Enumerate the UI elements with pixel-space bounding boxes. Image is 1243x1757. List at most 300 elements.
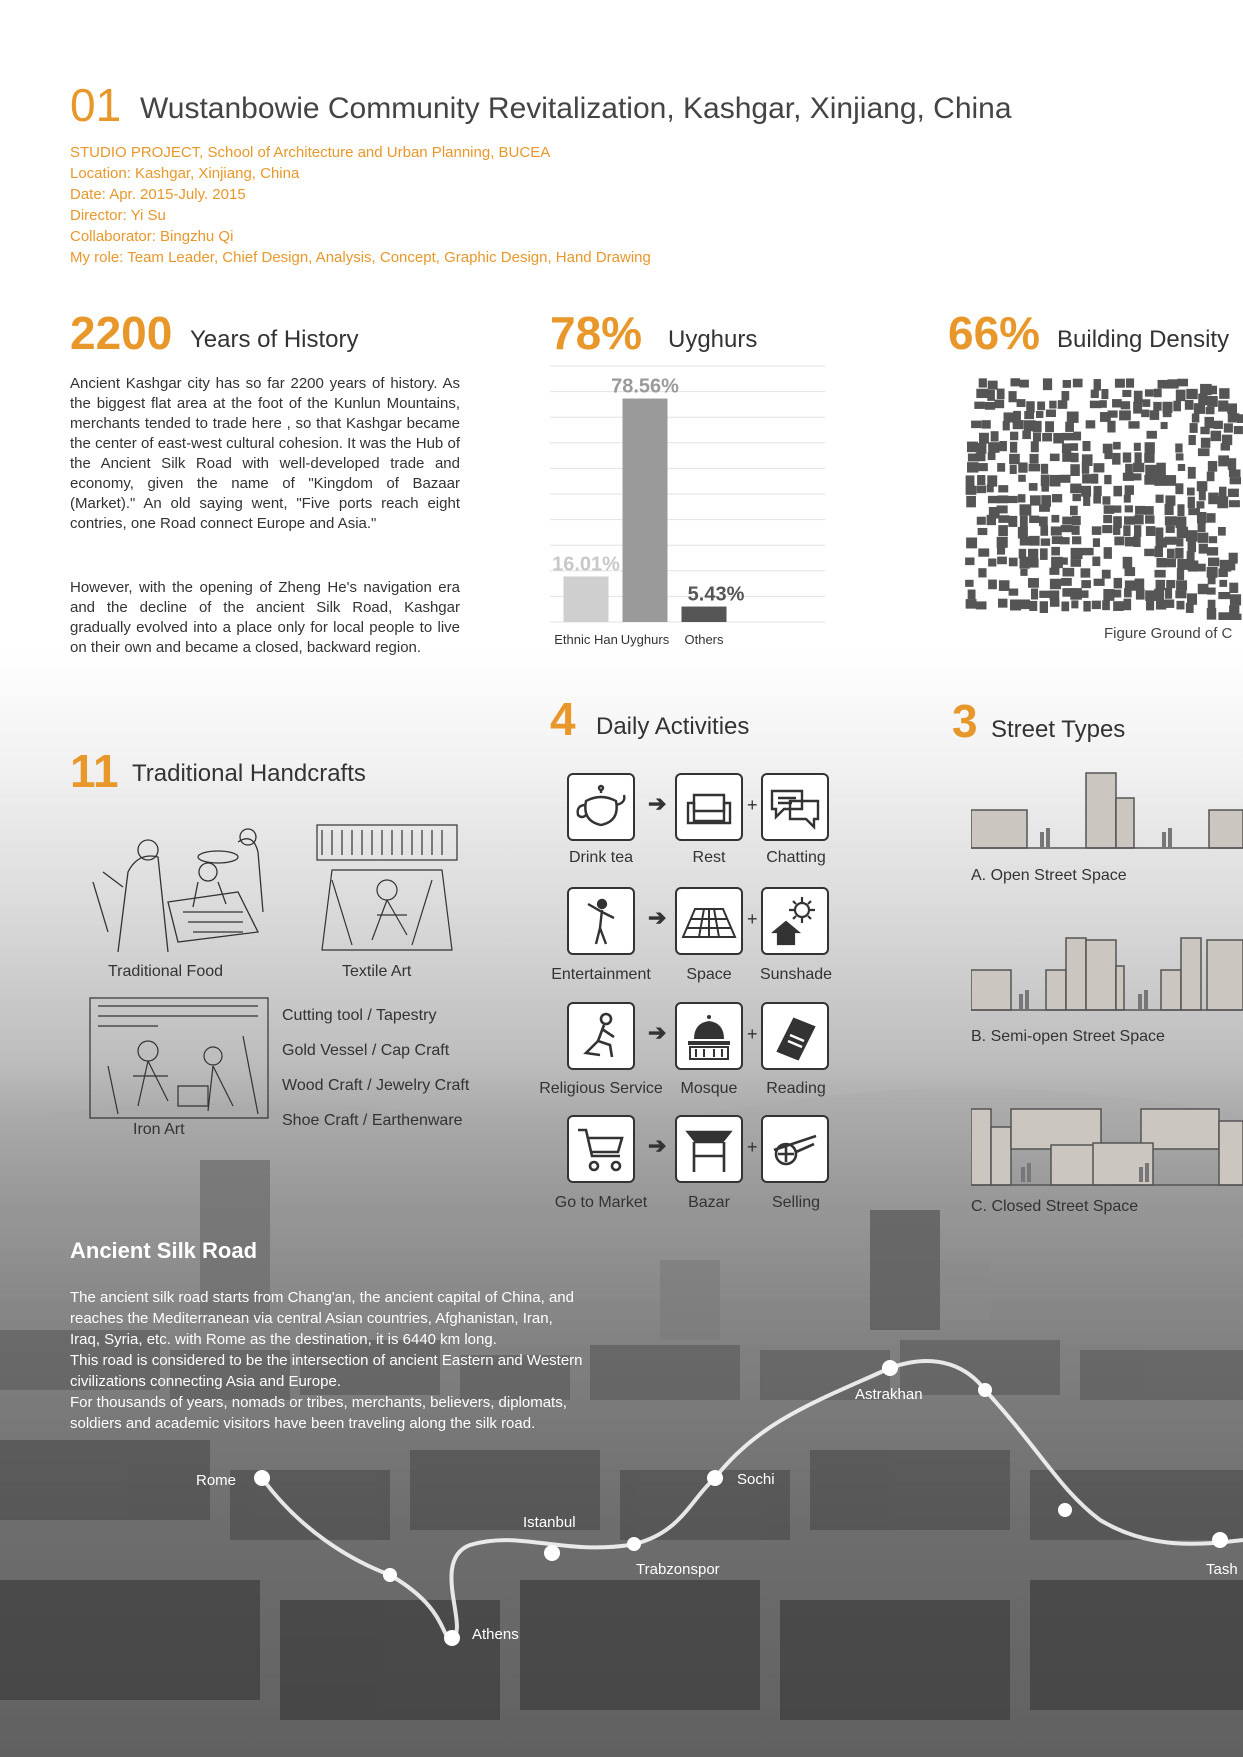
building-block <box>1062 433 1074 441</box>
building-block <box>1166 526 1175 533</box>
building-block <box>988 558 996 566</box>
building-block <box>985 402 995 410</box>
building-block <box>1198 522 1206 532</box>
building-block <box>1166 580 1175 588</box>
building-block <box>1201 438 1211 448</box>
building-block <box>1024 411 1034 419</box>
floor-grid-icon <box>675 887 743 955</box>
building-block <box>1026 401 1035 413</box>
silk-road-text-line: soldiers and academic visitors have been traveling along the silk road. <box>70 1415 536 1432</box>
building-block <box>1145 506 1154 515</box>
silk-road-title: Ancient Silk Road <box>70 1238 258 1263</box>
activity-label: Selling <box>771 1194 821 1211</box>
building-block <box>1019 504 1031 515</box>
building-block <box>1156 495 1164 503</box>
info-studio: STUDIO PROJECT, School of Architecture and Urban Planning, BUCEA <box>70 144 551 161</box>
building-block <box>1197 481 1208 491</box>
building-block <box>1070 588 1082 600</box>
building-block <box>1133 536 1140 547</box>
building-block <box>988 381 998 390</box>
building-block <box>1165 588 1172 599</box>
uyghurs-label: Uyghurs <box>668 326 758 353</box>
building-block <box>1173 401 1181 412</box>
activity-label: Bazar <box>688 1194 730 1211</box>
history-paragraph-1: Ancient Kashgar city has so far 2200 years of history. As the biggest flat area at the foot of the Kunlun Mountains, merchants tended to trade here , so that Kashgar became the center of east-west cultural cohesion. It was the Hub of the Ancient Silk Road with well-developed trade and economy, given the name of "Kingdom of Bazaar (Market)." An old saying went, "Five ports reach eight contries, one Road connect Europe and Asia." <box>70 375 460 532</box>
building-block <box>988 580 997 590</box>
building-block <box>1210 386 1217 395</box>
activity-label: Space <box>686 966 732 983</box>
building-block <box>978 463 988 471</box>
plus-icon: + <box>747 795 758 815</box>
activity-label: Drink tea <box>568 849 634 866</box>
building-block <box>1177 379 1188 387</box>
population-bar-chart <box>550 360 830 660</box>
building-block <box>1081 568 1091 577</box>
building-block <box>1207 588 1216 595</box>
building-block <box>1104 547 1112 559</box>
building-block <box>1230 594 1241 605</box>
building-block <box>1199 491 1206 500</box>
building-block <box>1061 578 1072 586</box>
building-block <box>1230 477 1241 484</box>
building-block <box>1134 391 1143 403</box>
building-block <box>1156 580 1165 590</box>
chat-bubbles-icon <box>761 773 829 841</box>
building-block <box>1218 592 1230 599</box>
building-block <box>1219 487 1227 498</box>
teapot-icon <box>567 773 635 841</box>
building-block <box>1142 399 1150 407</box>
arrow-icon: ➔ <box>648 791 667 816</box>
building-block <box>1031 588 1038 599</box>
building-block <box>1187 488 1195 496</box>
building-block <box>1051 515 1059 523</box>
building-block <box>1176 390 1186 402</box>
building-block <box>976 601 987 609</box>
building-block <box>1133 473 1141 480</box>
kneeling-person-icon <box>567 1002 635 1070</box>
building-block <box>1093 486 1101 496</box>
building-block <box>1062 568 1074 577</box>
building-block <box>1049 590 1059 599</box>
city-dot-athens <box>444 1630 460 1646</box>
building-block <box>991 431 999 441</box>
building-block <box>1009 558 1018 567</box>
semi-open-street-section <box>971 930 1243 1012</box>
building-block <box>1007 496 1018 503</box>
building-block <box>1214 421 1223 429</box>
building-block <box>1072 494 1081 501</box>
density-label: Building Density <box>1057 326 1230 353</box>
building-block <box>1029 464 1041 471</box>
mosque-icon <box>675 1002 743 1070</box>
building-block <box>1204 417 1214 428</box>
building-block <box>1071 548 1083 559</box>
building-block <box>1134 515 1143 525</box>
building-block <box>1176 538 1183 546</box>
building-block <box>1029 601 1037 611</box>
building-block <box>1108 410 1118 417</box>
building-block <box>1051 526 1062 535</box>
building-block <box>1061 391 1069 400</box>
uyghurs-number: 78% <box>550 307 643 359</box>
building-block <box>1207 472 1215 482</box>
building-block <box>997 537 1008 548</box>
building-block <box>1190 423 1198 433</box>
building-block <box>1200 427 1209 434</box>
building-block <box>1188 467 1196 479</box>
building-block <box>1113 528 1120 535</box>
building-block <box>1227 403 1237 413</box>
building-block <box>1185 400 1194 410</box>
building-block <box>1017 399 1026 407</box>
building-block <box>1042 433 1052 441</box>
activity-label: Chatting <box>766 849 826 866</box>
building-block <box>1072 516 1081 525</box>
activity-label: Mosque <box>680 1080 738 1097</box>
building-block <box>1177 568 1184 580</box>
building-block <box>966 496 976 507</box>
building-block <box>1188 435 1195 445</box>
building-block <box>1124 599 1132 611</box>
building-block <box>1046 410 1056 417</box>
chart-value-label: 78.56% <box>611 375 679 398</box>
building-block <box>1123 525 1130 536</box>
building-block <box>1224 423 1233 432</box>
building-block <box>1020 557 1030 569</box>
silk-road-text-line: civilizations connecting Asia and Europe. <box>70 1373 341 1390</box>
building-block <box>1050 454 1060 461</box>
building-block <box>982 420 991 428</box>
building-block <box>1091 390 1099 398</box>
building-block <box>1211 431 1222 441</box>
building-block <box>1112 453 1120 465</box>
building-block <box>1093 538 1100 547</box>
building-block <box>1186 389 1197 399</box>
building-block <box>966 599 977 609</box>
building-block <box>1030 559 1039 568</box>
building-block <box>1041 538 1050 545</box>
cart-icon <box>567 1115 635 1183</box>
building-block <box>1073 432 1081 441</box>
craft-caption-textile: Textile Art <box>342 963 412 980</box>
building-block <box>1008 516 1017 527</box>
building-block <box>1102 570 1111 579</box>
building-block <box>1100 400 1107 408</box>
building-block <box>1114 578 1122 589</box>
building-block <box>1125 567 1136 576</box>
building-block <box>968 590 976 600</box>
building-block <box>1030 495 1041 505</box>
building-block <box>1029 483 1038 491</box>
building-block <box>1198 584 1209 594</box>
building-block <box>1104 475 1111 484</box>
building-block <box>1121 401 1130 409</box>
building-block <box>1167 379 1178 388</box>
building-block <box>1136 589 1145 600</box>
building-block <box>1146 601 1154 611</box>
chart-value-label: 16.01% <box>552 553 620 576</box>
building-block <box>1186 530 1198 541</box>
building-block <box>1154 474 1165 486</box>
project-number: 01 <box>70 79 122 131</box>
building-block <box>1218 569 1228 578</box>
building-block <box>1018 462 1027 472</box>
building-block <box>1146 526 1155 536</box>
building-block <box>1197 512 1207 523</box>
street-type-label: B. Semi-open Street Space <box>971 1028 1165 1045</box>
building-block <box>1145 389 1154 396</box>
building-block <box>1020 516 1028 528</box>
building-block <box>1128 421 1139 428</box>
stall-icon <box>675 1115 743 1183</box>
building-block <box>1107 421 1115 433</box>
building-block <box>995 400 1005 409</box>
building-block <box>979 433 989 444</box>
building-block <box>1060 557 1068 564</box>
building-block <box>1030 454 1039 464</box>
arrow-icon: ➔ <box>648 1133 667 1158</box>
building-block <box>1103 444 1113 454</box>
building-block <box>1040 601 1048 613</box>
building-block <box>1103 589 1114 601</box>
building-block <box>1022 431 1031 440</box>
dancer-icon <box>567 887 635 955</box>
closed-street-section <box>971 1105 1243 1187</box>
building-block <box>1113 442 1121 450</box>
building-block <box>1070 484 1081 494</box>
open-street-section <box>971 770 1243 850</box>
building-block <box>1218 400 1228 411</box>
handcrafts-label: Traditional Handcrafts <box>132 760 366 787</box>
city-dot-rome <box>254 1470 270 1486</box>
building-block <box>1176 601 1184 610</box>
plus-icon: + <box>747 909 758 929</box>
building-block <box>977 517 986 525</box>
building-block <box>1049 401 1056 409</box>
textile-art-sketch <box>312 820 462 960</box>
building-block <box>1070 443 1078 451</box>
arrow-icon: ➔ <box>648 905 667 930</box>
building-block <box>1071 600 1078 608</box>
building-block <box>971 421 982 429</box>
building-block <box>1194 403 1205 414</box>
building-block <box>1083 495 1090 506</box>
building-block <box>1003 421 1010 430</box>
building-block <box>1175 548 1183 559</box>
building-block <box>1156 527 1164 539</box>
building-block <box>1063 380 1071 388</box>
building-block <box>1134 525 1141 537</box>
building-block <box>1150 410 1159 420</box>
building-block <box>1165 537 1177 545</box>
craft-list-item: Shoe Craft / Earthenware <box>282 1112 463 1129</box>
building-block <box>1033 421 1042 433</box>
streets-label: Street Types <box>991 716 1126 743</box>
building-block <box>1188 541 1197 552</box>
building-block <box>965 580 973 587</box>
building-block <box>1082 462 1090 474</box>
plus-icon: + <box>747 1137 758 1157</box>
building-block <box>1124 516 1135 525</box>
craft-list-item: Wood Craft / Jewelry Craft <box>282 1077 470 1094</box>
building-block <box>1009 589 1019 596</box>
building-block <box>1145 442 1155 453</box>
building-block <box>1040 548 1048 560</box>
building-block <box>1093 463 1104 472</box>
building-block <box>1198 533 1209 543</box>
silk-road-text-line: This road is considered to be the intersection of ancient Eastern and Western <box>70 1352 583 1369</box>
building-block <box>1041 464 1048 474</box>
book-icon <box>761 1002 829 1070</box>
building-block <box>987 484 994 492</box>
building-block <box>1071 559 1082 567</box>
building-block <box>967 442 978 453</box>
sun-house-icon <box>761 887 829 955</box>
iron-art-sketch <box>88 996 270 1121</box>
city-label-trabzonspor: Trabzonspor <box>636 1561 720 1578</box>
building-block <box>979 378 987 387</box>
building-block <box>1073 379 1083 388</box>
building-block <box>997 547 1005 554</box>
building-block <box>1207 547 1218 555</box>
building-block <box>1133 402 1142 414</box>
building-block <box>997 463 1005 472</box>
city-label-tash: Tash <box>1206 1561 1238 1578</box>
building-block <box>1062 517 1073 525</box>
building-block <box>1062 443 1071 453</box>
building-block <box>1208 558 1219 567</box>
building-block <box>1219 580 1227 587</box>
chart-category-label: Others <box>684 632 724 647</box>
silk-road-text-line: reaches the Mediterranean via central Asian countries, Afghanistan, Iran, <box>70 1310 553 1327</box>
chart-category-label: Ethnic Han <box>554 632 618 647</box>
building-block <box>965 557 974 565</box>
handcrafts-number: 11 <box>70 745 119 797</box>
building-block <box>997 505 1008 513</box>
building-block <box>1086 420 1096 428</box>
building-block <box>1039 505 1050 512</box>
building-block <box>999 580 1010 591</box>
building-block <box>1192 413 1200 422</box>
building-block <box>1209 536 1217 543</box>
info-collaborator: Collaborator: Bingzhu Qi <box>70 228 234 245</box>
building-block <box>1165 475 1177 486</box>
building-block <box>1093 495 1101 503</box>
building-block <box>1161 422 1168 429</box>
building-block <box>1067 412 1079 423</box>
chart-bar-uyghurs <box>623 399 668 622</box>
building-block <box>1101 389 1108 399</box>
building-block <box>1051 547 1060 556</box>
building-block <box>1112 399 1122 407</box>
building-block <box>967 462 978 472</box>
info-date: Date: Apr. 2015-July. 2015 <box>70 186 246 203</box>
craft-list-item: Cutting tool / Tapestry <box>282 1007 437 1024</box>
building-block <box>1234 426 1243 434</box>
building-block <box>1070 506 1078 515</box>
city-dot-sochi <box>707 1470 723 1486</box>
building-block <box>1018 494 1026 502</box>
building-block <box>1175 590 1186 598</box>
building-block <box>1041 484 1049 492</box>
building-block <box>1123 557 1133 569</box>
building-block <box>1229 583 1238 593</box>
building-block <box>1104 505 1115 514</box>
building-block <box>1010 465 1017 474</box>
building-block <box>1092 601 1101 609</box>
building-block <box>1206 407 1215 414</box>
building-block <box>978 568 986 577</box>
building-block <box>1154 389 1162 398</box>
building-block <box>1207 608 1216 620</box>
info-role: My role: Team Leader, Chief Design, Analysis, Concept, Graphic Design, Hand Drawing <box>70 249 651 266</box>
building-block <box>1123 473 1134 481</box>
building-block <box>1125 505 1133 512</box>
building-block <box>976 453 986 462</box>
building-block <box>1040 525 1048 535</box>
building-block <box>1208 493 1219 505</box>
building-block <box>998 515 1009 523</box>
chart-category-label: Uyghurs <box>620 632 670 647</box>
building-block <box>998 599 1007 608</box>
street-type-label: C. Closed Street Space <box>971 1198 1139 1215</box>
figure-ground-caption: Figure Ground of C <box>1104 625 1233 642</box>
building-block <box>1114 537 1124 546</box>
building-block <box>1207 567 1218 578</box>
building-block <box>1176 580 1187 590</box>
building-block <box>1010 442 1017 453</box>
activity-label: Go to Market <box>554 1194 648 1211</box>
building-block <box>1050 599 1060 606</box>
info-director: Director: Yi Su <box>70 207 166 224</box>
activities-number: 4 <box>550 693 576 745</box>
building-block <box>977 475 985 485</box>
building-block <box>978 528 988 535</box>
building-block <box>1043 378 1052 390</box>
building-block <box>1083 441 1091 451</box>
city-label-istanbul: Istanbul <box>523 1514 576 1531</box>
building-block <box>1155 546 1163 557</box>
building-block <box>1196 564 1206 572</box>
building-block <box>1207 396 1218 407</box>
building-block <box>1165 516 1177 525</box>
activity-label: Sunshade <box>759 966 833 983</box>
building-block <box>1125 485 1134 495</box>
barrow-icon <box>761 1115 829 1183</box>
building-block <box>1153 402 1161 411</box>
building-block <box>966 486 977 495</box>
building-block <box>1113 505 1121 512</box>
building-block <box>1094 379 1101 391</box>
history-label: Years of History <box>190 326 359 353</box>
building-block <box>1156 558 1166 567</box>
building-block <box>1060 537 1070 544</box>
building-block <box>1175 517 1186 528</box>
city-dot-istanbul <box>544 1545 560 1561</box>
building-block <box>1013 420 1024 429</box>
building-block <box>1165 504 1174 515</box>
building-block <box>1061 601 1069 611</box>
building-block <box>1052 494 1062 502</box>
traditional-food-sketch <box>88 812 278 960</box>
building-block <box>1049 568 1059 575</box>
building-block <box>976 389 988 398</box>
building-block <box>1167 549 1175 558</box>
building-block <box>997 557 1007 565</box>
building-block <box>974 402 985 409</box>
building-block <box>998 485 1008 492</box>
